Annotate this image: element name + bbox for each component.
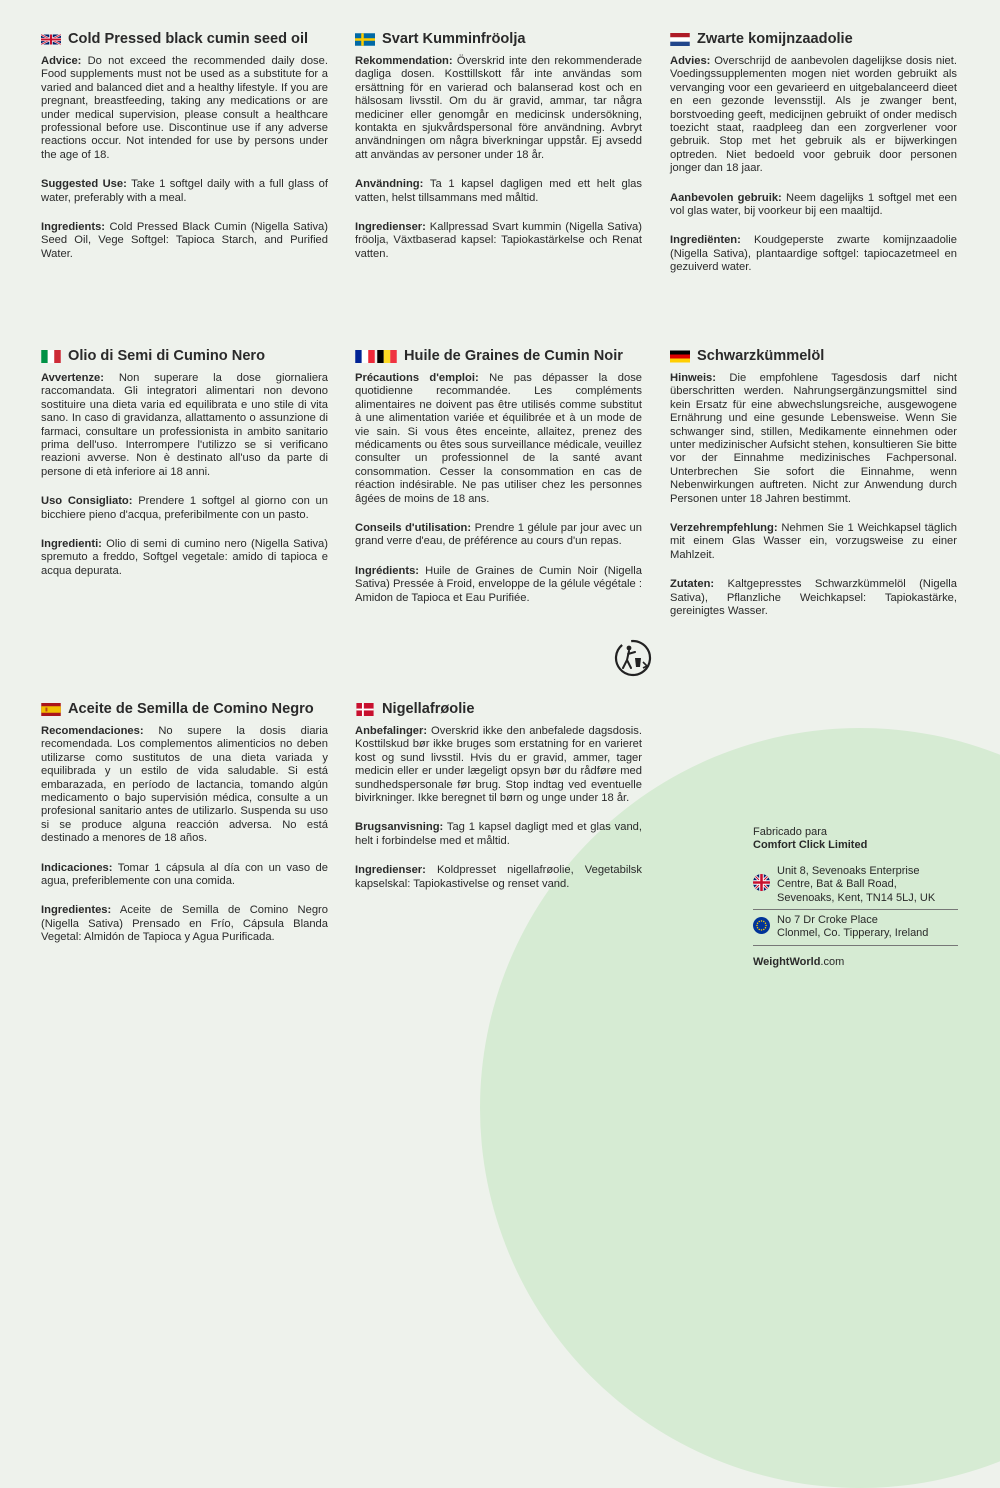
belgium-flag-icon [377,350,397,363]
block-title-text: Schwarzkümmelöl [697,348,825,364]
info-block-german [670,348,957,635]
uk-flag-icon [41,33,61,46]
block-title [41,31,328,47]
advice-section: Recomendaciones: No supere la dosis diaria recomendada. Los complementos alimenticios no deben utilizarse como sustitutos de una dieta variada y equilibrada y un estilo de vida saludable. Si está embarazada, en período de lactancia, tomando algún medicamento o bajo supervisión médica, consulte a un profesional sanitario antes de utilizarlo. Suspenda su uso si se produce alguna reacción adversa. No está destinado a menores de 18 años. [41,725,328,845]
usage-section: Suggested Use: Take 1 softgel daily with a full glass of water, preferably with a meal. [41,178,329,204]
advice-section: Rekommendation: Överskrid inte den rekommenderade dagliga dosen. Kosttillskott får inte användas som ersättning för en varierad och balanserad kost och en hälsosam livsstil. Om du är gravid, ammar, tar några mediciner eller genomgår en medicinsk undersökning, kontakta en sjukvårdspersonal före användning. Avbryt användningen om några biverkningar uppstår. Ej avsedd att användas av personer under 18 år. [355,55,642,161]
manufacturer-info [753,826,958,969]
advice-section: Advice: Do not exceed the recommended daily dose. Food supplements must not be used as a substitute for a varied and balanced diet and a healthy lifestyle. If you are pregnant, breastfeeding, taking any medications or are under medical supervision, please consult a healthcare professional before use. Discontinue use if any adverse reactions occur. Not intended for use by persons under the age of 18. [41,55,328,161]
company-name: Comfort Click Limited [753,839,868,852]
website-brand: WeightWorld [753,955,821,968]
block-title [355,348,642,364]
block-title [670,348,957,364]
website-link[interactable] [753,956,958,969]
germany-flag-icon [670,350,690,363]
usage-section: Brugsanvisning: Tag 1 kapsel dagligt med et glas vand, helt i forbindelse med et måltid. [355,821,642,847]
block-title-text: Aceite de Semilla de Comino Negro [68,701,314,717]
uk-flag-icon [753,874,770,895]
block-title-text: Olio di Semi di Cumino Nero [68,348,266,364]
usage-section: Användning: Ta 1 kapsel dagligen med ett helt glas vatten, helst tillsammans med måltid. [355,178,642,204]
block-title-text: Zwarte komijnzaadolie [697,31,853,47]
block-title [41,348,328,364]
ingredients-section: Ingredienser: Kallpressad Svart kummin (Nigella Sativa) fröolja, Växtbaserad kapsel: Tapiokastärkelse och Renat vatten. [355,221,642,260]
info-block-swedish [355,31,642,277]
ingredients-section: Ingredientes: Aceite de Semilla de Comino Negro (Nigella Sativa) Prensado en Frío, Cápsula Blanda Vegetal: Almidón de Tapioca y Agua Purificada. [41,904,328,944]
france-flag-icon [355,350,375,363]
advice-section: Hinweis: Die empfohlene Tagesdosis darf nicht überschritten werden. Nahrungsergänzungsmittel sind kein Ersatz für eine abwechslungsreiche, ausgewogene Ernährung und eine gesunde Lebensweise. Wenn Sie schwanger sind, stillen, Medikamente einnehmen oder unter medizinischer Aufsicht stehen, konsultieren Sie bitte vor der Einnahme medizinisches Fachpersonal. Unterbrechen Sie sofort die Einnahme, wenn Nebenwirkungen auftreten. Nicht zur Anwendung durch Personen unter 18 Jahren bestimmt. [670,372,957,505]
address-lines: No 7 Dr Croke Place Clonmel, Co. Tipperary, Ireland [777,914,929,940]
info-block-dutch [670,31,957,291]
address-lines: Unit 8, Sevenoaks Enterprise Centre, Bat & Ball Road, Sevenoaks, Kent, TN14 5LJ, UK [777,864,936,904]
ingredients-section: Zutaten: Kaltgepresstes Schwarzkümmelöl (Nigella Sativa), Pflanzliche Weichkapsel: Tapiokastärke, gereinigtes Wasser. [670,578,957,618]
advice-section: Advies: Overschrijd de aanbevolen dagelijkse dosis niet. Voedingssupplementen mogen niet worden gebruikt als vervanging voor een gevarieerd en uitgebalanceerd dieet en een gezonde levensstijl. Als je zwanger bent, borstvoeding geeft, medicijnen gebruikt of onder medisch toezicht staat, raadpleeg dan een zorgverlener voor gebruik. Stop met het gebruik als er bijwerkingen optreden. Niet bedoeld voor gebruik door personen jonger dan 18 jaar. [670,55,957,175]
block-title-text: Nigellafrøolie [382,701,475,717]
info-block-danish [355,701,642,907]
usage-section: Conseils d'utilisation: Prendre 1 gélule par jour avec un grand verre d'eau, de préférence au cours d'un repas. [355,522,642,548]
manufacturer-heading: Fabricado para [753,826,827,838]
sweden-flag-icon [355,33,375,46]
usage-section: Indicaciones: Tomar 1 cápsula al día con un vaso de agua, preferiblemente con una comida. [41,861,328,888]
ingredients-section: Ingrédients: Huile de Graines de Cumin Noir (Nigella Sativa) Pressée à Froid, enveloppe de la gélule végétale : Amidon de Tapioca et Eau Purifiée. [355,564,642,604]
advice-section: Avvertenze: Non superare la dose giornaliera raccomandata. Gli integratori alimentari non devono sostituire una dieta varia ed equilibrata e uno stile di vita sano. In caso di gravidanza, allattamento o assunzione di farmaci, consultare un professionista in ambito sanitario prima dell'uso. Interrompere l'utilizzo se si verificano reazioni avverse. Non è destinato all'uso da parte di persone di età inferiore ai 18 anni. [41,372,328,478]
advice-section: Anbefalinger: Overskrid ikke den anbefalede dagsdosis. Kosttilskud bør ikke bruges som erstatning for en varieret kost og sund livsstil. Hvis du er gravid, ammer, tager medicin eller er under lægeligt opsyn bør du rådføre med sundhedspersonale før brug. Stop indtag ved eventuelle bivirkninger. Ikke beregnet til børn og unge under 18 år. [355,725,642,805]
block-title [355,701,642,717]
usage-section: Verzehrempfehlung: Nehmen Sie 1 Weichkapsel täglich mit einem Glas Wasser ein, vorzugsweise zu einer Mahlzeit. [670,522,957,561]
block-title [355,31,642,47]
address-uk [753,861,958,910]
tidyman-recycle-icon [613,638,653,678]
ingredients-section: Ingredienti: Olio di semi di cumino nero (Nigella Sativa) spremuto a freddo, Softgel vegetale: amido di tapioca e acqua depurata. [41,538,328,577]
address-ireland [753,910,958,946]
ingredients-section: Ingredienser: Koldpresset nigellafrøolie, Vegetabilsk kapselskal: Tapiokastivelse og renset vand. [355,864,642,890]
info-block-french [355,348,642,621]
usage-section: Uso Consigliato: Prendere 1 softgel al giorno con un bicchiere pieno d'acqua, preferibilmente con un pasto. [41,495,328,521]
eu-flag-icon [753,917,770,938]
info-block-italian [41,348,328,594]
block-title [41,701,328,717]
spain-flag-icon [41,703,61,716]
denmark-flag-icon [355,703,375,716]
info-block-spanish [41,701,328,961]
italy-flag-icon [41,350,61,363]
ingredients-section: Ingrediënten: Koudgeperste zwarte komijnzaadolie (Nigella Sativa), plantaardige softgel: tapiocazetmeel en gezuiverd water. [670,234,957,274]
block-title-text: Svart Kumminfröolja [382,31,526,47]
usage-section: Aanbevolen gebruik: Neem dagelijks 1 softgel met een vol glas water, bij voorkeur bij een maaltijd. [670,191,958,218]
website-suffix: .com [820,955,845,968]
block-title-text: Huile de Graines de Cumin Noir [404,348,623,364]
ingredients-section: Ingredients: Cold Pressed Black Cumin (Nigella Sativa) Seed Oil, Vege Softgel: Tapioca Starch, and Purified Water. [41,221,328,260]
block-title [670,31,957,47]
advice-section: Précautions d'emploi: Ne pas dépasser la dose quotidienne recommandée. Les compléments alimentaires ne doivent pas être utilisés comme substitut à une alimentation variée et équilibrée et à un mode de vie sain. Si vous êtes enceinte, allaitez, prenez des médicaments ou êtes sous surveillance médicale, veuillez consulter un professionnel de la santé avant consommation. Cesser la consommation en cas de réaction indésirable. Ne pas utiliser chez les personnes âgées de moins de 18 ans. [355,372,643,505]
info-block-english [41,31,328,277]
netherlands-flag-icon [670,33,690,46]
block-title-text: Cold Pressed black cumin seed oil [68,31,309,47]
